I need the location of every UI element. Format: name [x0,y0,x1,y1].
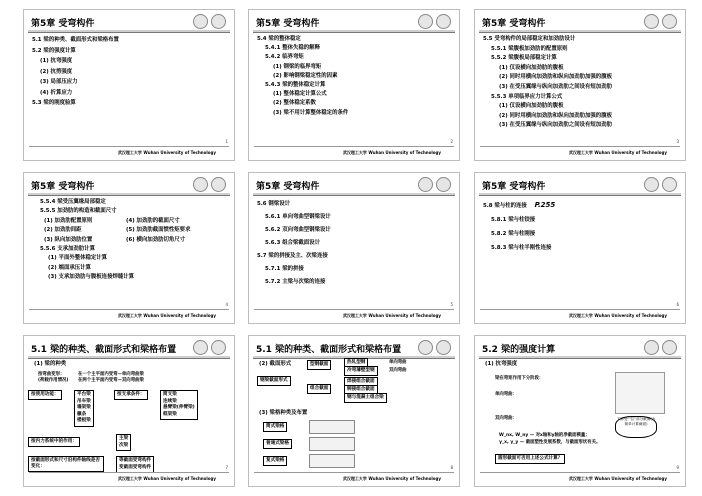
section-heading: 5.4 梁的整体稳定 [257,36,301,42]
list-item: (1) 整体稳定计算公式 [273,91,327,98]
grid-diagram-icon [309,420,355,434]
logo-icon [644,14,659,29]
classification-box [116,434,131,451]
slide-footer [475,302,685,323]
slide-thumbnail[interactable] [474,9,686,161]
section-heading: 5.6 钢梁设计 [257,201,290,207]
university-name: 武汉理工大学 Wuhan University of Technology [117,150,216,155]
title-rule [28,356,230,359]
slide-thumbnail[interactable] [23,172,235,324]
page-number: 7 [225,465,228,470]
list-item: (1) 钢梁的临界弯矩 [273,63,322,70]
grid-diagram-icon [309,454,355,468]
subsection-heading: 5.8.2 梁与柱刚接 [491,231,536,237]
box-item: 平台梁 [77,392,91,397]
page-number: 1 [225,139,228,144]
box-item: 悬臂梁(伸臂梁) [163,405,195,410]
diagram-node: 焊接组合截面 [344,377,378,387]
logo-group [418,177,451,192]
diagram-node: 型钢截面 [307,360,331,370]
university-name: 武汉理工大学 Wuhan University of Technology [342,150,441,155]
logo-group [193,177,226,192]
slide-footer [24,139,234,160]
subsection-heading: 5.4.3 梁的整体稳定计算 [265,82,326,89]
subsection-heading: 5.5.2 梁腹板局部稳定计算 [491,55,557,62]
classification-item: 在一个主平面内受弯—单向弯曲梁 [78,372,144,377]
list-item: (1) 仅设横向加劲肋的腹板 [499,103,564,110]
diagram-note: 单向弯曲 [389,360,407,365]
slide-body [32,35,228,109]
section-heading: (3) 梁格种类及布置 [259,410,308,416]
logo-group [418,14,451,29]
subsection-heading: 5.5.1 梁腹板加劲肋的配置原则 [491,45,568,52]
list-item: (3) 在受压翼缘与纵向加劲肋之间设有短加劲肋 [499,122,612,129]
section-heading: 5.1 梁的种类、截面形式和梁格布置 [32,37,119,43]
section-heading [483,198,679,213]
box-item: 等截面受弯构件 [119,458,152,463]
diagram-node: 简式梁格 [263,422,287,432]
university-name: 武汉理工大学 Wuhan University of Technology [342,313,441,318]
subsection-heading: 5.7.2 主梁与次梁的连接 [265,279,326,285]
section-heading: 5.7 梁的拼接及主、次梁连接 [257,253,328,259]
classification-box [74,390,94,427]
slide-thumbnail[interactable] [248,9,460,161]
slide-body [257,198,453,289]
list-item: (2) 加劲肋间距 [44,227,82,234]
list-item: (2) 抗剪强度 [40,68,73,75]
slide-body [483,198,679,255]
subsection-heading: 5.6.3 组合梁截面设计 [265,240,320,246]
subsection-heading: 5.6.1 单向弯曲型钢梁设计 [265,214,331,220]
slide-footer [249,139,459,160]
title-rule [28,193,230,196]
body-text: 单向弯曲： [495,392,517,397]
list-item: (6) 横向加劲肋切角尺寸 [126,236,186,243]
slide-body [257,35,453,118]
list-item: (3) 支承加劲肋与腹板连接焊缝计算 [48,274,135,281]
page-number: 4 [225,302,228,307]
list-item: (3) 在受压翼缘与纵向加劲肋之间设有短加劲肋 [499,83,612,90]
diagram-node: 普通式梁格 [263,439,292,449]
logo-icon [211,177,226,192]
slide-footer [24,302,234,323]
slide-title: 第5章 受弯构件 [482,182,546,192]
page-number: 6 [676,302,679,307]
subsection-heading: 5.5.3 单项临界应力计算公式 [491,93,563,100]
question-box: 圆形截面可否用上述公式计算？ [495,454,565,464]
page-number: 5 [450,302,453,307]
list-item: (4) 折算应力 [40,89,73,96]
diagram-node: 复式梁格 [263,456,287,466]
logo-icon [211,340,226,355]
box-item: 变截面受弯构件 [119,464,152,470]
page-number: 3 [676,139,679,144]
list-item: (3) 局部压应力 [40,79,78,85]
slide-thumbnail[interactable] [248,335,460,487]
diagram-note: 双向弯曲 [389,368,407,373]
list-item: (1) 平面外整体稳定计算 [48,255,108,262]
logo-icon [436,14,451,29]
slide-thumbnail[interactable] [23,335,235,487]
section-heading: 5.2 梁的强度计算 [32,47,76,54]
logo-group [644,14,677,29]
page-number: 8 [450,465,453,470]
subsection-heading: 5.5.6 支承加劲肋计算 [40,246,95,253]
university-name: 武汉理工大学 Wuhan University of Technology [117,476,216,481]
classification-box [160,390,198,420]
logo-group [644,340,677,355]
list-item: (5) 加劲肋截面惯性矩要求 [126,227,191,234]
section-heading: 5.3 梁的刚度验算 [32,100,76,106]
university-name: 武汉理工大学 Wuhan University of Technology [117,313,216,318]
body-text: 双向弯曲： [495,416,517,421]
classification-label: 按弯曲变形： [38,372,65,377]
classification-box: 按内力系统中的作用： [28,437,80,447]
logo-icon [418,14,433,29]
section-heading: (1) 梁的种类 [34,361,67,367]
title-rule [479,30,681,33]
slide-body [483,35,679,131]
subsection-heading: 5.8.1 梁与柱铰接 [491,217,536,223]
body-text: W_nx, W_ny — 对x轴和y轴的净截面模量； [499,433,590,438]
slide-thumbnail[interactable] [23,9,235,161]
title-rule [253,30,455,33]
subsection-heading: 5.4.2 临界弯矩 [265,54,304,61]
section-heading: (1) 抗弯强度 [485,361,518,367]
title-rule [479,193,681,196]
slide-title: 第5章 受弯构件 [31,182,95,192]
diagram-node: 热轧型钢 [344,358,368,368]
classification-box: 按截面形式和尺寸沿构件轴线是否变化： [28,456,104,472]
list-item: (1) 加劲肋配置原则 [44,217,93,224]
section-heading: (2) 截面形式 [259,361,292,367]
diagram-node: 冷弯薄壁型钢 [344,366,378,376]
slide-footer [475,465,685,486]
slide-footer [249,302,459,323]
page-number: 2 [450,139,453,144]
university-name: 武汉理工大学 Wuhan University of Technology [342,476,441,481]
diagram-node: 钢梁截面形式 [257,376,291,386]
slide-title: 第5章 受弯构件 [256,182,320,192]
list-item: (3) 纵向加劲肋位置 [44,236,93,243]
list-item: (2) 整体稳定系数 [273,100,316,107]
university-name: 武汉理工大学 Wuhan University of Technology [568,150,667,155]
slide-title: 5.2 梁的强度计算 [482,345,556,355]
stress-diagram-figure [615,372,665,414]
logo-group [644,177,677,192]
slide-thumbnail[interactable] [474,172,686,324]
subsection-heading: 5.4.1 整体失稳的解释 [265,45,320,52]
list-item: (4) 加劲肋的截面尺寸 [126,217,180,224]
slide-body [32,198,228,283]
diagram-node: 钢与混凝土组合梁 [344,393,387,403]
classification-box [116,456,154,473]
body-text: γ_x, γ_y — 截面塑性发展系数，与截面形状有关。 [499,440,601,445]
box-item: 楼板梁 [77,418,91,423]
classification-label: (荷载作用情况) [38,378,69,383]
box-item: 连续梁 [163,398,177,404]
logo-icon [644,177,659,192]
diagram-node: 组合截面 [307,384,331,394]
list-item: (2) 端面承压计算 [48,264,91,271]
box-item: 主梁 [119,436,129,441]
subsection-heading: 5.5.4 梁受压翼缘局部稳定 [40,199,106,205]
section-heading: 5.5 受弯构件的局部稳定和加劲肋设计 [483,36,576,42]
classification-box: 按使用功能： [28,390,62,400]
section-title: 5.8 梁与柱的连接 [483,203,527,209]
slide-title: 第5章 受弯构件 [31,19,95,29]
logo-icon [644,340,659,355]
subsection-heading: 5.6.2 双向弯曲型钢梁设计 [265,227,331,233]
logo-icon [418,340,433,355]
university-name: 武汉理工大学 Wuhan University of Technology [568,313,667,318]
body-text: 梁在弯矩作用下分阶段： [495,376,544,381]
title-rule [253,193,455,196]
logo-group [418,340,451,355]
logo-group [193,340,226,355]
university-name: 武汉理工大学 Wuhan University of Technology [568,476,667,481]
slide-footer [475,139,685,160]
box-item: 框架梁 [163,411,177,417]
slide-footer [249,465,459,486]
diagram-node: 铆接组合截面 [344,385,378,395]
page-number: 9 [676,465,679,470]
slide-title: 5.1 梁的种类、截面形式和梁格布置 [31,345,177,355]
list-item: (2) 同时用横向加劲肋和纵向加劲肋加强的腹板 [499,112,612,119]
logo-icon [418,177,433,192]
slide-title: 5.1 梁的种类、截面形式和梁格布置 [256,345,402,355]
callout-bubble: 下部受""拉"部分截面(为简单计算截面) [615,416,657,438]
logo-icon [662,14,677,29]
subsection-heading: 5.7.1 梁的拼接 [265,266,304,272]
logo-icon [193,14,208,29]
slide-thumbnail[interactable] [248,172,460,324]
box-item: 墙架梁 [77,405,91,410]
page-reference: P.255 [534,201,556,209]
logo-icon [211,14,226,29]
logo-group [193,14,226,29]
list-item: (1) 仅设横向加劲肋的腹板 [499,64,564,71]
grid-diagram-icon [309,437,355,451]
item-grid [32,217,228,245]
slide-title: 第5章 受弯构件 [482,19,546,29]
logo-icon [436,340,451,355]
slide-thumbnail[interactable] [474,335,686,487]
box-item: 檩条 [77,411,87,417]
classification-box: 按支承条件： [114,390,148,400]
box-item: 吊车梁 [77,398,91,404]
logo-icon [662,177,677,192]
logo-icon [193,177,208,192]
list-item: (2) 同时用横向加劲肋和纵向加劲肋加强的腹板 [499,74,612,81]
classification-item: 在两个主平面内受弯—双向弯曲梁 [78,378,144,383]
title-rule [28,30,230,33]
box-item: 次梁 [119,442,129,448]
subsection-heading: 5.8.3 梁与柱半刚性连接 [491,245,552,251]
subsection-heading: 5.5.5 加劲肋的构造和截面尺寸 [40,208,117,215]
logo-icon [193,340,208,355]
slide-title: 第5章 受弯构件 [256,19,320,29]
logo-icon [662,340,677,355]
logo-icon [436,177,451,192]
box-item: 简支梁 [163,392,177,397]
list-item: (2) 影响钢梁稳定性的因素 [273,72,338,79]
list-item: (1) 抗弯强度 [40,58,73,64]
title-rule [479,356,681,359]
list-item: (3) 梁不用计算整体稳定的条件 [273,109,349,116]
